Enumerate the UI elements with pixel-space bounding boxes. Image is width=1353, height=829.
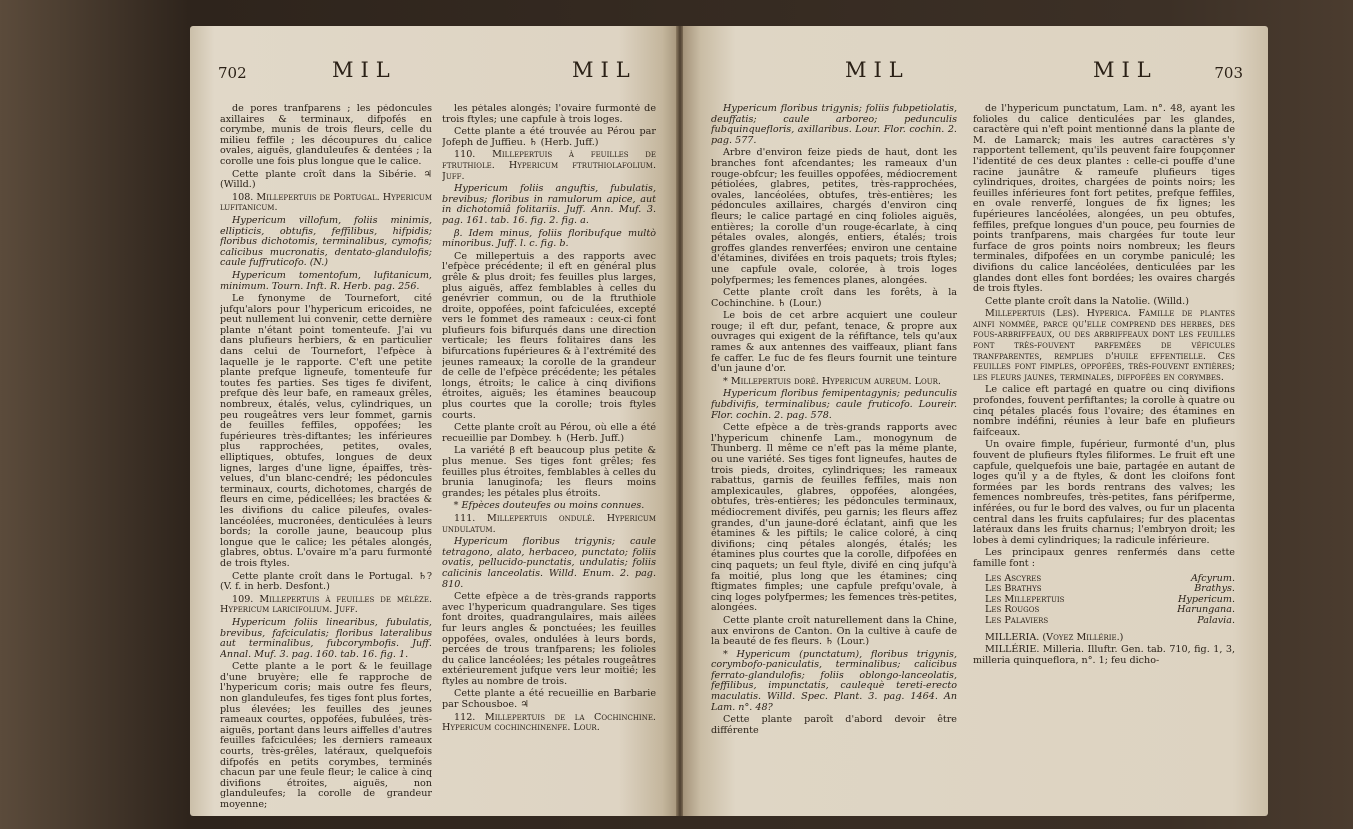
left-col2-paragraph: Cette plante a été trouvée au Pérou par Jofeph de Juffieu. ♄ (Herb. Juff.) bbox=[442, 126, 656, 148]
right-col2-paragraph: Les principaux genres renfermés dans cette famille font : bbox=[973, 547, 1235, 569]
left-col2-paragraph: 112. Millepertuis de la Cochinchine. Hypericum cochinchinenfe. Lour. bbox=[442, 711, 656, 734]
right-col2-paragraph: de l'hypericum punctatum, Lam. n°. 48, ayant les folioles du calice denticulées par les glandes, caractère qui n'eft point mentionné dans la plante de M. de Lamarck; mais les autres caractères s'y rapportent tellement, qu'ils peuvent faire foupçonner l'identité de ces deux plantes : celle-ci pouffe d'une racine jaunâtre & rameufe plufieurs tiges cylindriques, droites, chargées de points noirs; les feuilles inférieures font fort petites, prefque feffiles, en ovale renverfé, longues de fix lignes; les fupérieures lancéolées, alongées, un peu obtufes, feffiles, prefque longues d'un pouce, peu fournies de points tranfparens, mais chargées fur toute leur furface de gros points noirs nombreux; les fleurs terminales, difpofées en un corymbe paniculé; les divifions du calice lancéolées, denticulées par les glandes dont elles font bordées; les ovaires chargés de trois ftyles. bbox=[973, 104, 1235, 295]
genus-name: Les Millepertuis bbox=[985, 593, 1065, 605]
right-col2-paragraph: Cette plante croît dans la Natolie. (Willd.) bbox=[985, 295, 1189, 307]
genus-latin: Brathys. bbox=[1194, 583, 1235, 595]
left-col1-paragraph: 108. Millepertuis de Portugal. Hypericum lufitanicum. bbox=[220, 191, 432, 214]
left-col1-paragraph: Cette plante croît dans le Portugal. ♄? (V. f. in herb. Desfont.) bbox=[220, 570, 432, 593]
left-col1-paragraph: Hypericum foliis linearibus, fubulatis, brevibus, fafciculatis; floribus lateralibus aut terminalibus, fubcorymbofis. Juff. Annal. Muf. 3. pag. 160. tab. 16. fig. 1. bbox=[220, 616, 432, 660]
genus-latin: Afcyrum. bbox=[1190, 572, 1235, 584]
genus-name: Les Ascyres bbox=[985, 572, 1042, 584]
left-page bbox=[190, 26, 677, 816]
right-col1-paragraph: Cette plante croît dans les forêts, à la Cochinchine. ♄ (Lour.) bbox=[711, 287, 957, 309]
left-column-1 bbox=[220, 104, 432, 809]
right-col1-paragraph: Cette plante croît naturellement dans la Chine, aux environs de Canton. On la cultive à caufe de la beauté de fes fleurs. ♄ (Lour.) bbox=[711, 614, 957, 648]
left-col1-paragraph: Cette plante a le port & le feuillage d'une bruyère; elle fe rapproche de l'hypericum coris; mais outre fes fleurs, non glanduleufes, fes tiges font plus fortes, plus élevées; les feuilles des jeunes rameaux courtes, oppofées, fubulées, très-aiguës, portant dans leurs aiffelles d'autres feuilles fafciculées; les derniers rameaux courts, très-grêles, latéraux, quelquefois difpofés en petits corymbes, terminés chacun par une feule fleur; le calice à cinq divifions étroites, aiguës, non glanduleufes; la corolle de grandeur moyenne; bbox=[220, 661, 432, 809]
right-page-number: 703 bbox=[1214, 64, 1243, 82]
right-head-word-2: MIL bbox=[1093, 58, 1158, 82]
left-col2-paragraph: Cette efpèce a de très-grands rapports avec l'hypericum quadrangulare. Ses tiges font droites, quadrangulaires, mais ailées fur leurs angles & ponctuées; les feuilles oppofées, ovales, ondulées à leurs bords, percées de trous tranfparens; les folioles du calice lancéolées; les pétales rougeâtres extérieurement jufque vers leur moitié; les ftyles au nombre de trois. bbox=[442, 591, 656, 687]
left-col1-paragraph: 109. Millepertuis à feuilles de mélèze. Hypericum laricifolium. Juff. bbox=[220, 593, 432, 616]
left-col2-paragraph: 110. Millepertuis à feuilles de ftruthiole. Hypericum ftruthiolafolium. Juff. bbox=[442, 149, 656, 182]
genus-latin: Harungana. bbox=[1177, 604, 1235, 616]
right-col2-paragraph: Millepertuis (Les). Hyperica. Famille de plantes ainfi nommée, parce qu'elle comprend des herbes, des fous-arbriffeaux, ou des arbriffeaux dont les feuilles font très-fouvent parfemées de véficules tranfparentes, remplies d'huile effentielle. Ces feuilles font fimples, oppofées, très-fouvent entières; les fleurs jaunes, terminales, difpofées en corymbes. bbox=[973, 308, 1235, 383]
genus-name: Les Brathys bbox=[985, 583, 1042, 595]
genus-name: Les Palaviers bbox=[985, 614, 1049, 626]
right-column-1 bbox=[711, 104, 957, 809]
left-running-head bbox=[218, 58, 658, 98]
right-col1-paragraph: * Millepertuis doré. Hypericum aureum. Lour. bbox=[723, 375, 941, 387]
right-col1-paragraph: Hypericum floribus trigynis; foliis fubpetiolatis, deuffatis; caule arboreo; pedunculis fubquinquefloris, axillaribus. Lour. Flor. cochin. 2. pag. 577. bbox=[711, 104, 957, 146]
left-head-word-2: MIL bbox=[572, 58, 637, 82]
left-head-word-1: MIL bbox=[332, 58, 397, 82]
right-col1-paragraph: Arbre d'environ feize pieds de haut, dont les branches font afcendantes; les rameaux d'un rouge-obfcur; les feuilles oppofées, médiocrement pétiolées, glabres, petites, très-rapprochées, ovales, lancéolées, obtufes, très-entières; les pédoncules axillaires, chargés d'environ cinq fleurs; le calice partagé en cinq folioles aiguës, entières; la corolle d'un rouge-écarlate, à cinq pétales ovales, alongés, entiers, étalés; trois groffes glandes renverfées; environ une centaine d'étamines, divifées en trois paquets; trois ftyles; une capfule ovale, colorée, à trois loges polyfpermes; les femences planes, alongées. bbox=[711, 147, 957, 286]
right-col1-paragraph: Cette plante paroît d'abord devoir être différente bbox=[711, 714, 957, 736]
left-col2-paragraph: β. Idem minus, foliis floribufque multò minoribus. Juff. l. c. fig. b. bbox=[442, 227, 656, 250]
right-running-head bbox=[713, 58, 1243, 98]
left-col2-paragraph: Cette plante a été recueillie en Barbarie par Schousboe. ♃ bbox=[442, 688, 656, 711]
genus-latin: Hypericum. bbox=[1178, 593, 1235, 605]
left-col1-paragraph: Cette plante croît dans la Sibérie. ♃ (Willd.) bbox=[220, 168, 432, 191]
left-column-2 bbox=[442, 104, 656, 809]
genus-name: Les Rougos bbox=[985, 604, 1040, 616]
right-col2-tail-paragraph: MILLERIA. (Voyez Millérie.) bbox=[985, 631, 1124, 643]
right-head-word-1: MIL bbox=[845, 58, 910, 82]
left-col2-paragraph: Hypericum foliis anguftis, fubulatis, brevibus; floribus in ramulorum apice, aut in dichotomiâ folitariis. Juff. Ann. Muf. 3. pag. 161. tab. 16. fig. 2. fig. a. bbox=[442, 183, 656, 226]
left-col2-paragraph: * Efpèces douteufes ou moins connues. bbox=[453, 500, 645, 512]
right-col1-paragraph: Le bois de cet arbre acquiert une couleur rouge; il eft dur, pefant, tenace, & propre aux ouvrages qui exigent de la réfiftance, tels qu'aux rames & aux antennes des vaiffeaux, pliant fans fe caffer. Le fuc de fes fleurs fournit une teinture d'un jaune d'or. bbox=[711, 310, 957, 375]
left-col1-paragraph: de pores tranfparens ; les pédoncules axillaires & terminaux, difpofés en corymbe, munis de trois fleurs, celle du milieu feffile ; les découpures du calice ovales, aiguës, glanduleufes & dentées ; la corolle une fois plus longue que le calice. bbox=[220, 104, 432, 167]
genus-latin: Palavia. bbox=[1197, 614, 1235, 626]
right-column-2 bbox=[973, 104, 1235, 809]
genera-list bbox=[973, 574, 1235, 627]
genus-row bbox=[973, 616, 1235, 627]
left-col1-paragraph: Le fynonyme de Tournefort, cité jufqu'alors pour l'hypericum ericoides, ne peut nullement lui convenir, cette dernière plante n'étant point tomenteufe. J'ai vu dans plufieurs herbiers, & en particulier dans celui de Tournefort, l'efpèce à laquelle je le rapporte. C'eft une petite plante prefque ligneufe, tomenteufe fur toutes fes parties. Ses tiges fe divifent, prefque dès leur bafe, en rameaux grêles, nombreux, étalés, velus, cylindriques, un peu rougeâtres vers leur fommet, garnis de feuilles feffiles, oppofées; les fupérieures très-diftantes; les inférieures plus rapprochées, petites, ovales, elliptiques, obtufes, longues de deux lignes, larges d'une ligne, épaiffes, très-velues, d'un blanc-cendré; les pédoncules terminaux, courts, dichotomes, chargés de fleurs en cime, pédicellées; les bractées & les divifions du calice pileufes, ovales-lancéolées, mucronées, denticulées à leurs bords; la corolle jaune, beaucoup plus longue que le calice; les pétales alongés, glabres, obtus. L'ovaire m'a paru furmonté de trois ftyles. bbox=[220, 293, 432, 569]
left-col2-paragraph: Ce millepertuis a des rapports avec l'efpèce précédente; il eft en général plus grêle & plus droit; fes feuilles plus larges, plus aiguës, affez femblables à celles du genévrier commun, ou de la ftruthiole droite, oppofées, point fafciculées, excepté vers le fommet des rameaux : ceux-ci font plufieurs fois bifurqués dans une direction verticale; les fleurs folitaires dans les bifurcations fupérieures & à l'extrémité des jeunes rameaux; la corolle de la grandeur de celle de l'efpèce précédente; les pétales longs, étroits; le calice à cinq divifions étroites, aiguës; les étamines beaucoup plus courtes que la corolle; trois ftyles courts. bbox=[442, 250, 656, 421]
left-col2-paragraph: La variété β eft beaucoup plus petite & plus menue. Ses tiges font grêles; fes feuilles plus étroites, femblables à celles du brunia lanuginofa; les fleurs moins grandes; les pétales plus étroits. bbox=[442, 445, 656, 499]
right-col2-paragraph: Le calice eft partagé en quatre ou cinq divifions profondes, fouvent perfiftantes; la corolle à quatre ou cinq pétales placés fous l'ovaire; des étamines en nombre indéfini, réunies à leur bafe en plufieurs faifceaux. bbox=[973, 384, 1235, 438]
left-col2-paragraph: Hypericum floribus trigynis; caule tetragono, alato, herbaceo, punctato; foliis ovatis, pellucido-punctatis, undulatis; foliis calicinis lanceolatis. Willd. Enum. 2. pag. 810. bbox=[442, 536, 656, 590]
right-column-2-tail bbox=[973, 633, 1235, 667]
right-col2-tail-paragraph: MILLÉRIE. Milleria. Illuftr. Gen. tab. 710, fig. 1, 3, milleria quinqueflora, n°. 1; feu dicho- bbox=[973, 644, 1235, 666]
left-col1-paragraph: Hypericum villofum, foliis minimis, ellipticis, obtufis, feffilibus, hifpidis; floribus dichotomis, terminalibus, cymofis; calicibus mucronatis, dentato-glandulofis; caule fuffruticofo. (N.) bbox=[220, 214, 432, 269]
left-col1-paragraph: Hypericum tomentofum, lufitanicum, minimum. Tourn. Inft. R. Herb. pag. 256. bbox=[220, 269, 432, 292]
right-col1-paragraph: * Hypericum (punctatum), floribus trigynis, corymbofo-paniculatis, terminalibus; calicibus ferrato-glandulofis; foliis oblongo-lanceolatis, feffilibus, impunctatis, caulequè tereti-erecto maculatis. Willd. Spec. Plant. 3. pag. 1464. An Lam. n°. 48? bbox=[711, 648, 957, 713]
right-col1-paragraph: Hypericum floribus femipentagynis; pedunculis fubdivifis, terminalibus; caule fruticofo. Loureir. Flor. cochin. 2. pag. 578. bbox=[711, 388, 957, 421]
left-col2-paragraph: Cette plante croît au Pérou, où elle a été recueillie par Dombey. ♄ (Herb. Juff.) bbox=[442, 422, 656, 444]
left-col2-paragraph: 111. Millepertuis ondulé. Hypericum undulatum. bbox=[442, 512, 656, 535]
right-col2-paragraph: Un ovaire fimple, fupérieur, furmonté d'un, plus fouvent de plufieurs ftyles filiformes. Le fruit eft une capfule, quelquefois une baie, partagée en autant de loges qu'il y a de ftyles, & dont les cloifons font formées par les bords rentrans des valves; les femences nombreufes, très-petites, fans périfperme, inférées, ou fur le bord des valves, ou fur un placenta central dans les fruits capfulaires; fur des placentas latéraux dans les fruits charnus; l'embryon droit; les lobes à demi cylindriques; la radicule inférieure. bbox=[973, 439, 1235, 546]
right-col1-paragraph: Cette efpèce a de très-grands rapports avec l'hypericum chinenfe Lam., monogynum de Thunberg. Il même ce n'eft pas la même plante, ou une variété. Ses tiges font ligneufes, hautes de trois pieds, droites, cylindriques; les rameaux rabattus, garnis de feuilles feffiles, mais non amplexicaules, glabres, oppofées, alongées, obtufes, très-entières; les pédoncules terminaux, médiocrement divifés, peu garnis; les fleurs affez grandes, d'un jaune-doré éclatant, ainfi que les étamines & les piftils; le calice coloré, à cinq divifions; cinq pétales alongés, étalés; les étamines plus courtes que la corolle, difpofées en cinq paquets; un feul ftyle, divifé en cinq jufqu'à fa moitié, plus long que les étamines; cinq ftigmates fimples; une capfule prefqu'ovale, à cinq loges polyfpermes; les femences très-petites, alongées. bbox=[711, 422, 957, 614]
left-col2-paragraph: les pétales alongés; l'ovaire furmonté de trois ftyles; une capfule à trois loges. bbox=[442, 104, 656, 125]
left-page-number: 702 bbox=[218, 64, 247, 82]
right-column-2-body bbox=[973, 104, 1235, 570]
right-page bbox=[683, 26, 1268, 816]
